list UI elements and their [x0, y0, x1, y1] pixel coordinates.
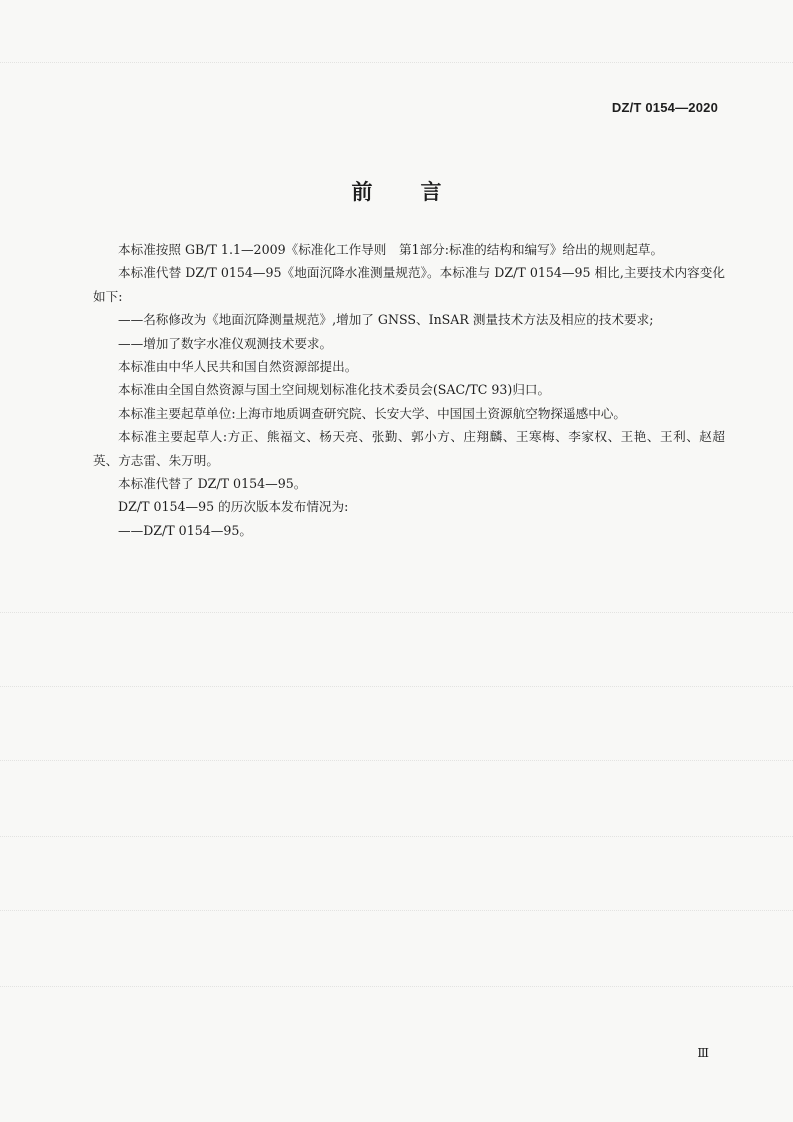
foreword-body — [93, 238, 725, 542]
paragraph-drafting-rules: 本标准按照 GB/T 1.1—2009《标准化工作导则 第1部分:标准的结构和编写》给出的规则起草。 — [118, 242, 664, 257]
paragraph-proposer: 本标准由中华人民共和国自然资源部提出。 — [118, 359, 358, 375]
scan-artifact-line — [0, 910, 793, 911]
history-item: ——DZ/T 0154—95。 — [118, 522, 252, 538]
standard-code: DZ/T 0154—2020 — [611, 100, 718, 115]
scan-artifact-line — [0, 612, 793, 613]
paragraph-replaced-standard: 本标准代替了 DZ/T 0154—95。 — [118, 476, 307, 492]
scan-artifact-line — [0, 62, 793, 63]
scan-artifact-line — [0, 836, 793, 837]
paragraph-version-history: DZ/T 0154—95 的历次版本发布情况为: — [118, 499, 349, 515]
paragraph-drafters: 本标准主要起草人:方正、熊福文、杨天亮、张勤、郭小方、庄翔麟、王寒梅、李家权、王艳、王利、赵超英、方志雷、朱万明。 — [93, 429, 725, 468]
paragraph-replacement-summary: 本标准代替 DZ/T 0154—95《地面沉降水准测量规范》。本标准与 DZ/T 0154—95 相比,主要技术内容变化如下: — [93, 265, 725, 304]
paragraph-committee: 本标准由全国自然资源与国土空间规划标准化技术委员会(SAC/TC 93)归口。 — [118, 382, 551, 398]
scan-artifact-line — [0, 986, 793, 987]
change-item: ——增加了数字水准仪观测技术要求。 — [118, 335, 333, 351]
scan-artifact-line — [0, 686, 793, 687]
page-number: Ⅲ — [697, 1046, 709, 1060]
page-title: 前言 — [351, 179, 490, 204]
scan-artifact-line — [0, 760, 793, 761]
paragraph-drafting-units: 本标准主要起草单位:上海市地质调查研究院、长安大学、中国国土资源航空物探遥感中心。 — [118, 405, 626, 421]
change-item: ——名称修改为《地面沉降测量规范》,增加了 GNSS、InSAR 测量技术方法及相应的技术要求; — [118, 312, 654, 328]
